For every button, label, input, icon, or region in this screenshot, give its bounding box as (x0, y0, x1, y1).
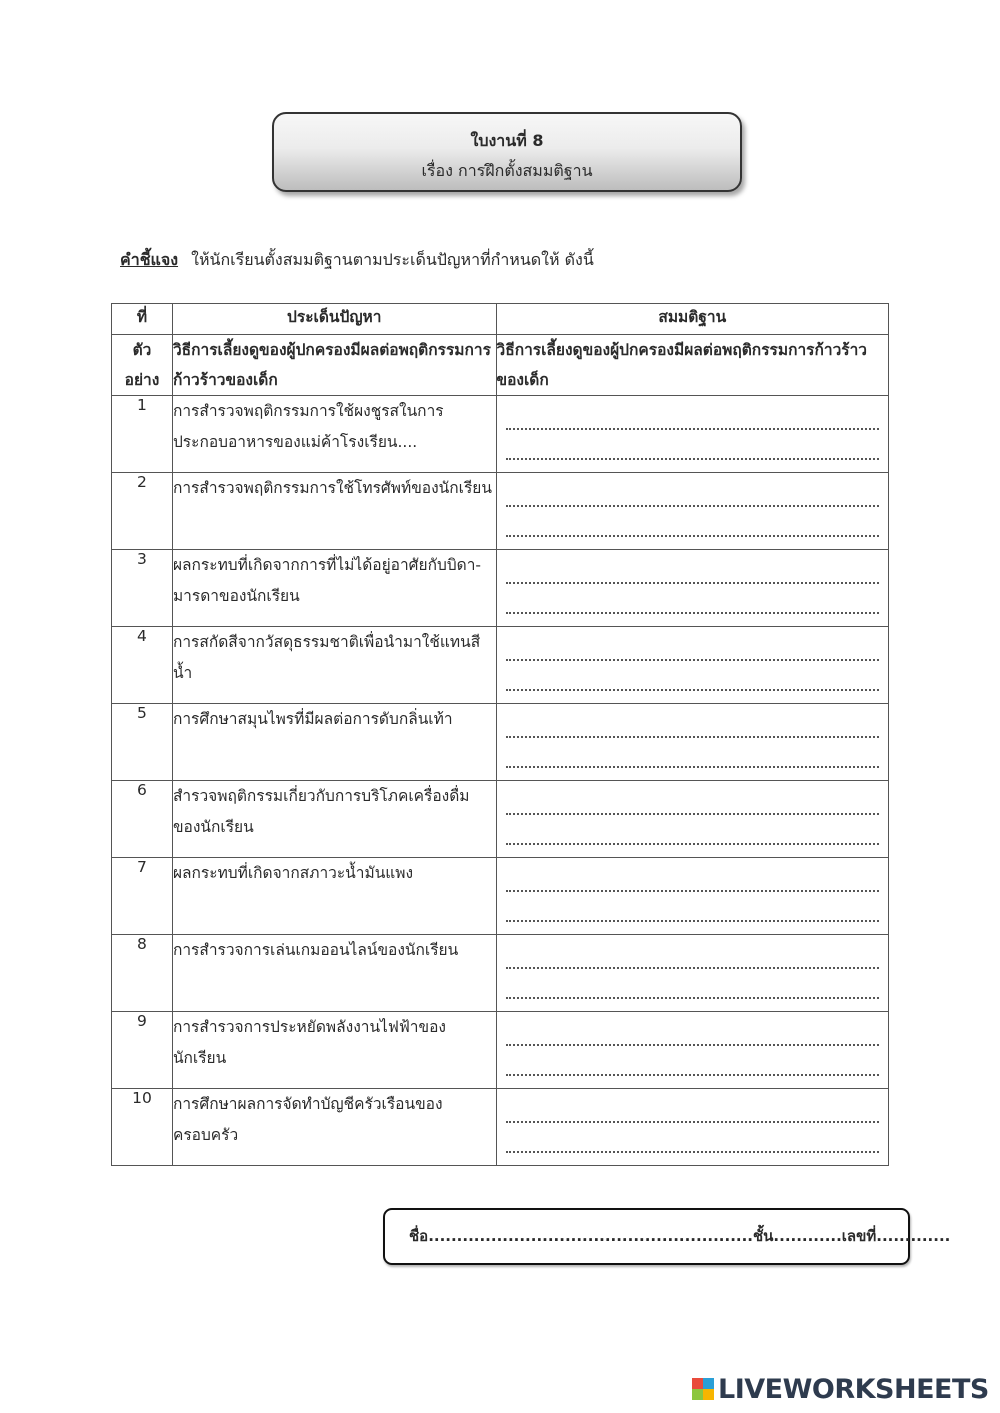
hypothesis-answer-cell[interactable] (496, 781, 888, 858)
table-row (112, 935, 889, 1012)
row-topic: การสำรวจพฤติกรรมการใช้โทรศัพท์ของนักเรียน (172, 473, 496, 550)
answer-line[interactable] (506, 1139, 879, 1153)
answer-line[interactable] (506, 523, 879, 537)
hypothesis-answer-cell[interactable] (496, 935, 888, 1012)
table-row (112, 781, 889, 858)
column-header-topic: ประเด็นปัญหา (172, 304, 496, 335)
answer-line[interactable] (506, 647, 879, 661)
answer-line[interactable] (506, 493, 879, 507)
row-topic: ผลกระทบที่เกิดจากการที่ไม่ได้อยู่อาศัยกับบิดา-มารดาของนักเรียน (172, 550, 496, 627)
row-topic: ผลกระทบที่เกิดจากสภาวะน้ำมันแพง (172, 858, 496, 935)
answer-line[interactable] (506, 908, 879, 922)
hypothesis-answer-cell[interactable] (496, 550, 888, 627)
hypothesis-answer-cell[interactable] (496, 1012, 888, 1089)
answer-line[interactable] (506, 754, 879, 768)
row-topic: การศึกษาสมุนไพรที่มีผลต่อการดับกลิ่นเท้า (172, 704, 496, 781)
table-row (112, 858, 889, 935)
answer-line[interactable] (506, 878, 879, 892)
answer-line[interactable] (506, 831, 879, 845)
table-row (112, 1089, 889, 1166)
row-number: 7 (112, 858, 173, 935)
worksheet-title: ใบงานที่ 8 (470, 131, 544, 150)
row-number: 8 (112, 935, 173, 1012)
hypothesis-answer-cell[interactable] (496, 396, 888, 473)
instruction-text: ให้นักเรียนตั้งสมมติฐานตามประเด็นปัญหาที่กำหนดให้ ดังนี้ (191, 250, 594, 269)
answer-line[interactable] (506, 570, 879, 584)
answer-line[interactable] (506, 985, 879, 999)
row-number: 4 (112, 627, 173, 704)
row-number: 3 (112, 550, 173, 627)
worksheet-title-box (272, 112, 742, 192)
hypothesis-table (111, 303, 889, 1166)
table-row (112, 704, 889, 781)
row-topic: การศึกษาผลการจัดทำบัญชีครัวเรือนของครอบครัว (172, 1089, 496, 1166)
answer-line[interactable] (506, 955, 879, 969)
answer-line[interactable] (506, 724, 879, 738)
answer-line[interactable] (506, 446, 879, 460)
example-row (112, 335, 889, 396)
answer-line[interactable] (506, 1109, 879, 1123)
table-row (112, 627, 889, 704)
instruction (120, 248, 594, 273)
hypothesis-answer-cell[interactable] (496, 473, 888, 550)
row-topic: สำรวจพฤติกรรมเกี่ยวกับการบริโภคเครื่องดื่มของนักเรียน (172, 781, 496, 858)
table-row (112, 473, 889, 550)
answer-line[interactable] (506, 1062, 879, 1076)
row-topic: การสำรวจการเล่นเกมออนไลน์ของนักเรียน (172, 935, 496, 1012)
answer-line[interactable] (506, 1032, 879, 1046)
row-topic: การสำรวจพฤติกรรมการใช้ผงชูรสในการประกอบอาหารของแม่ค้าโรงเรียน.... (172, 396, 496, 473)
logo-text: LIVEWORKSHEETS (718, 1373, 989, 1405)
table-row (112, 550, 889, 627)
example-topic: วิธีการเลี้ยงดูของผู้ปกครองมีผลต่อพฤติกรรมการก้าวร้าวของเด็ก (172, 335, 496, 396)
row-number: 6 (112, 781, 173, 858)
example-label: ตัว อย่าง (112, 335, 173, 396)
answer-line[interactable] (506, 801, 879, 815)
row-topic: การสำรวจการประหยัดพลังงานไฟฟ้าของนักเรียน (172, 1012, 496, 1089)
student-info-box (383, 1208, 951, 1265)
row-topic: การสกัดสีจากวัสดุธรรมชาติเพื่อนำมาใช้แทนสีน้ำ (172, 627, 496, 704)
hypothesis-answer-cell[interactable] (496, 627, 888, 704)
hypothesis-answer-cell[interactable] (496, 1089, 888, 1166)
logo-icon (692, 1378, 714, 1400)
hypothesis-answer-cell[interactable] (496, 704, 888, 781)
answer-line[interactable] (506, 677, 879, 691)
row-number: 2 (112, 473, 173, 550)
row-number: 10 (112, 1089, 173, 1166)
example-hypothesis: วิธีการเลี้ยงดูของผู้ปกครองมีผลต่อพฤติกรรมการก้าวร้าวของเด็ก (496, 335, 888, 396)
table-row (112, 1012, 889, 1089)
column-header-no: ที่ (112, 304, 173, 335)
answer-line[interactable] (506, 600, 879, 614)
hypothesis-answer-cell[interactable] (496, 858, 888, 935)
row-number: 5 (112, 704, 173, 781)
row-number: 9 (112, 1012, 173, 1089)
table-row (112, 396, 889, 473)
instruction-label: คำชี้แจง (120, 250, 179, 269)
answer-line[interactable] (506, 416, 879, 430)
student-info-line[interactable]: ชื่อ.........................................................ชั้น............เลขที่............. (409, 1227, 951, 1245)
row-number: 1 (112, 396, 173, 473)
worksheet-subtitle: เรื่อง การฝึกตั้งสมมติฐาน (421, 161, 593, 180)
column-header-hypothesis: สมมติฐาน (496, 304, 888, 335)
liveworksheets-logo (692, 1373, 989, 1405)
